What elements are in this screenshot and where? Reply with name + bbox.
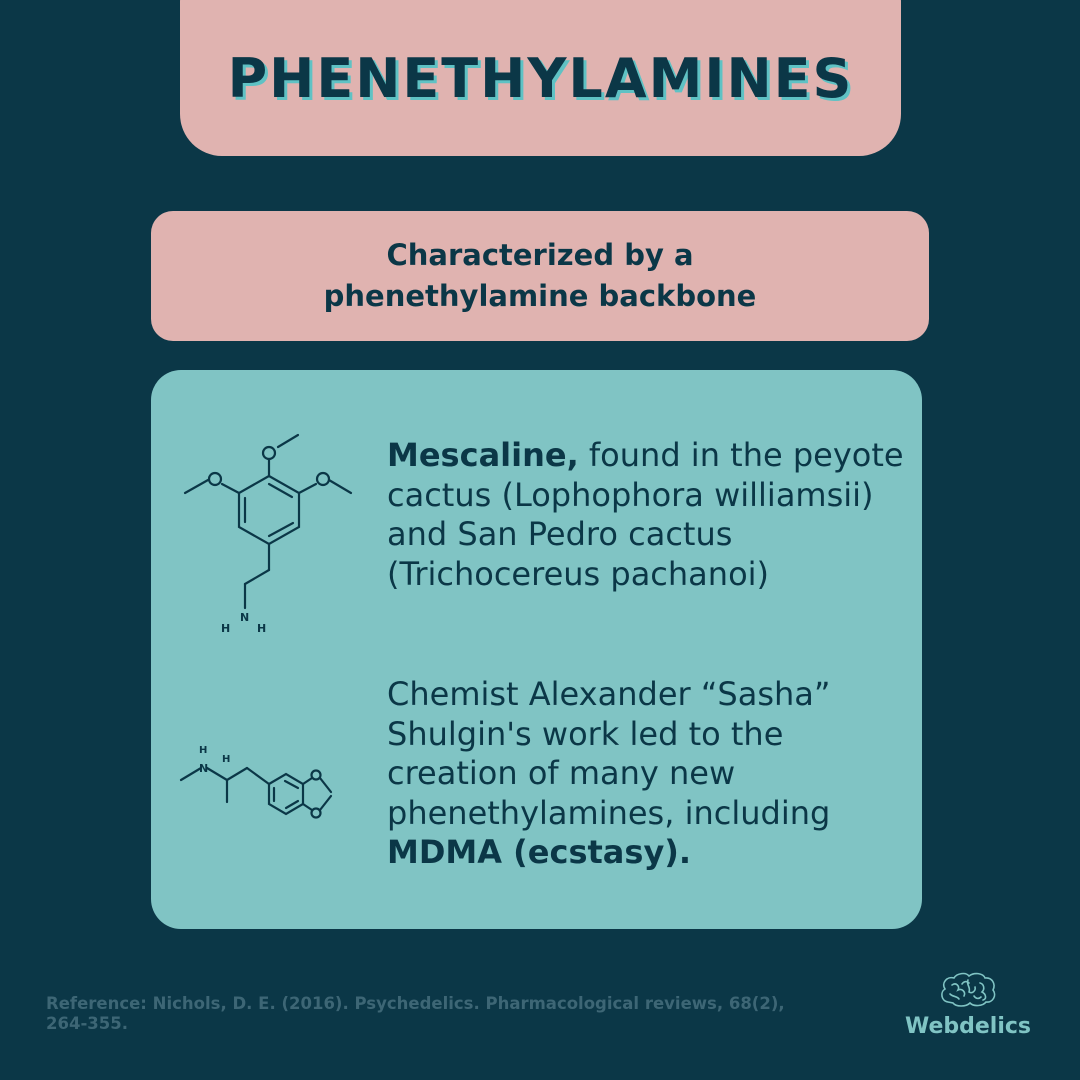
title-banner — [180, 0, 901, 156]
brain-icon — [938, 972, 998, 1012]
mdma-text: Chemist Alexander “Sasha” Shulgin's work led to the creation of many new phenethylamines, including — [387, 675, 831, 832]
mdma-name: MDMA (ecstasy). — [387, 833, 692, 871]
reference-citation: Reference: Nichols, D. E. (2016). Psychedelics. Pharmacological reviews, 68(2), 264-355. — [46, 994, 785, 1033]
mdma-h-chiral: H — [222, 754, 231, 765]
subtitle-banner — [151, 211, 929, 341]
brand-name: Webdelics — [904, 1014, 1032, 1039]
mescaline-n: N — [240, 611, 250, 624]
mescaline-h-right: H — [257, 622, 267, 635]
mescaline-name: Mescaline, — [387, 436, 579, 474]
mdma-n: N — [199, 762, 209, 775]
mescaline-paragraph — [387, 436, 907, 594]
page-title: PHENETHYLAMINES — [227, 47, 854, 110]
mdma-h-top: H — [199, 745, 208, 756]
mdma-paragraph — [387, 675, 907, 873]
mdma-structure-icon — [179, 738, 359, 838]
mescaline-h-left: H — [221, 622, 231, 635]
brand-logo — [898, 972, 1038, 1039]
info-card — [151, 370, 922, 929]
mescaline-description: found in the peyote cactus (Lophophora williamsii) and San Pedro cactus (Trichocereus pachanoi) — [387, 436, 904, 593]
subtitle-line-1: Characterized by a — [386, 238, 694, 272]
subtitle-line-2: phenethylamine backbone — [323, 279, 757, 313]
mescaline-structure-icon — [177, 432, 367, 642]
